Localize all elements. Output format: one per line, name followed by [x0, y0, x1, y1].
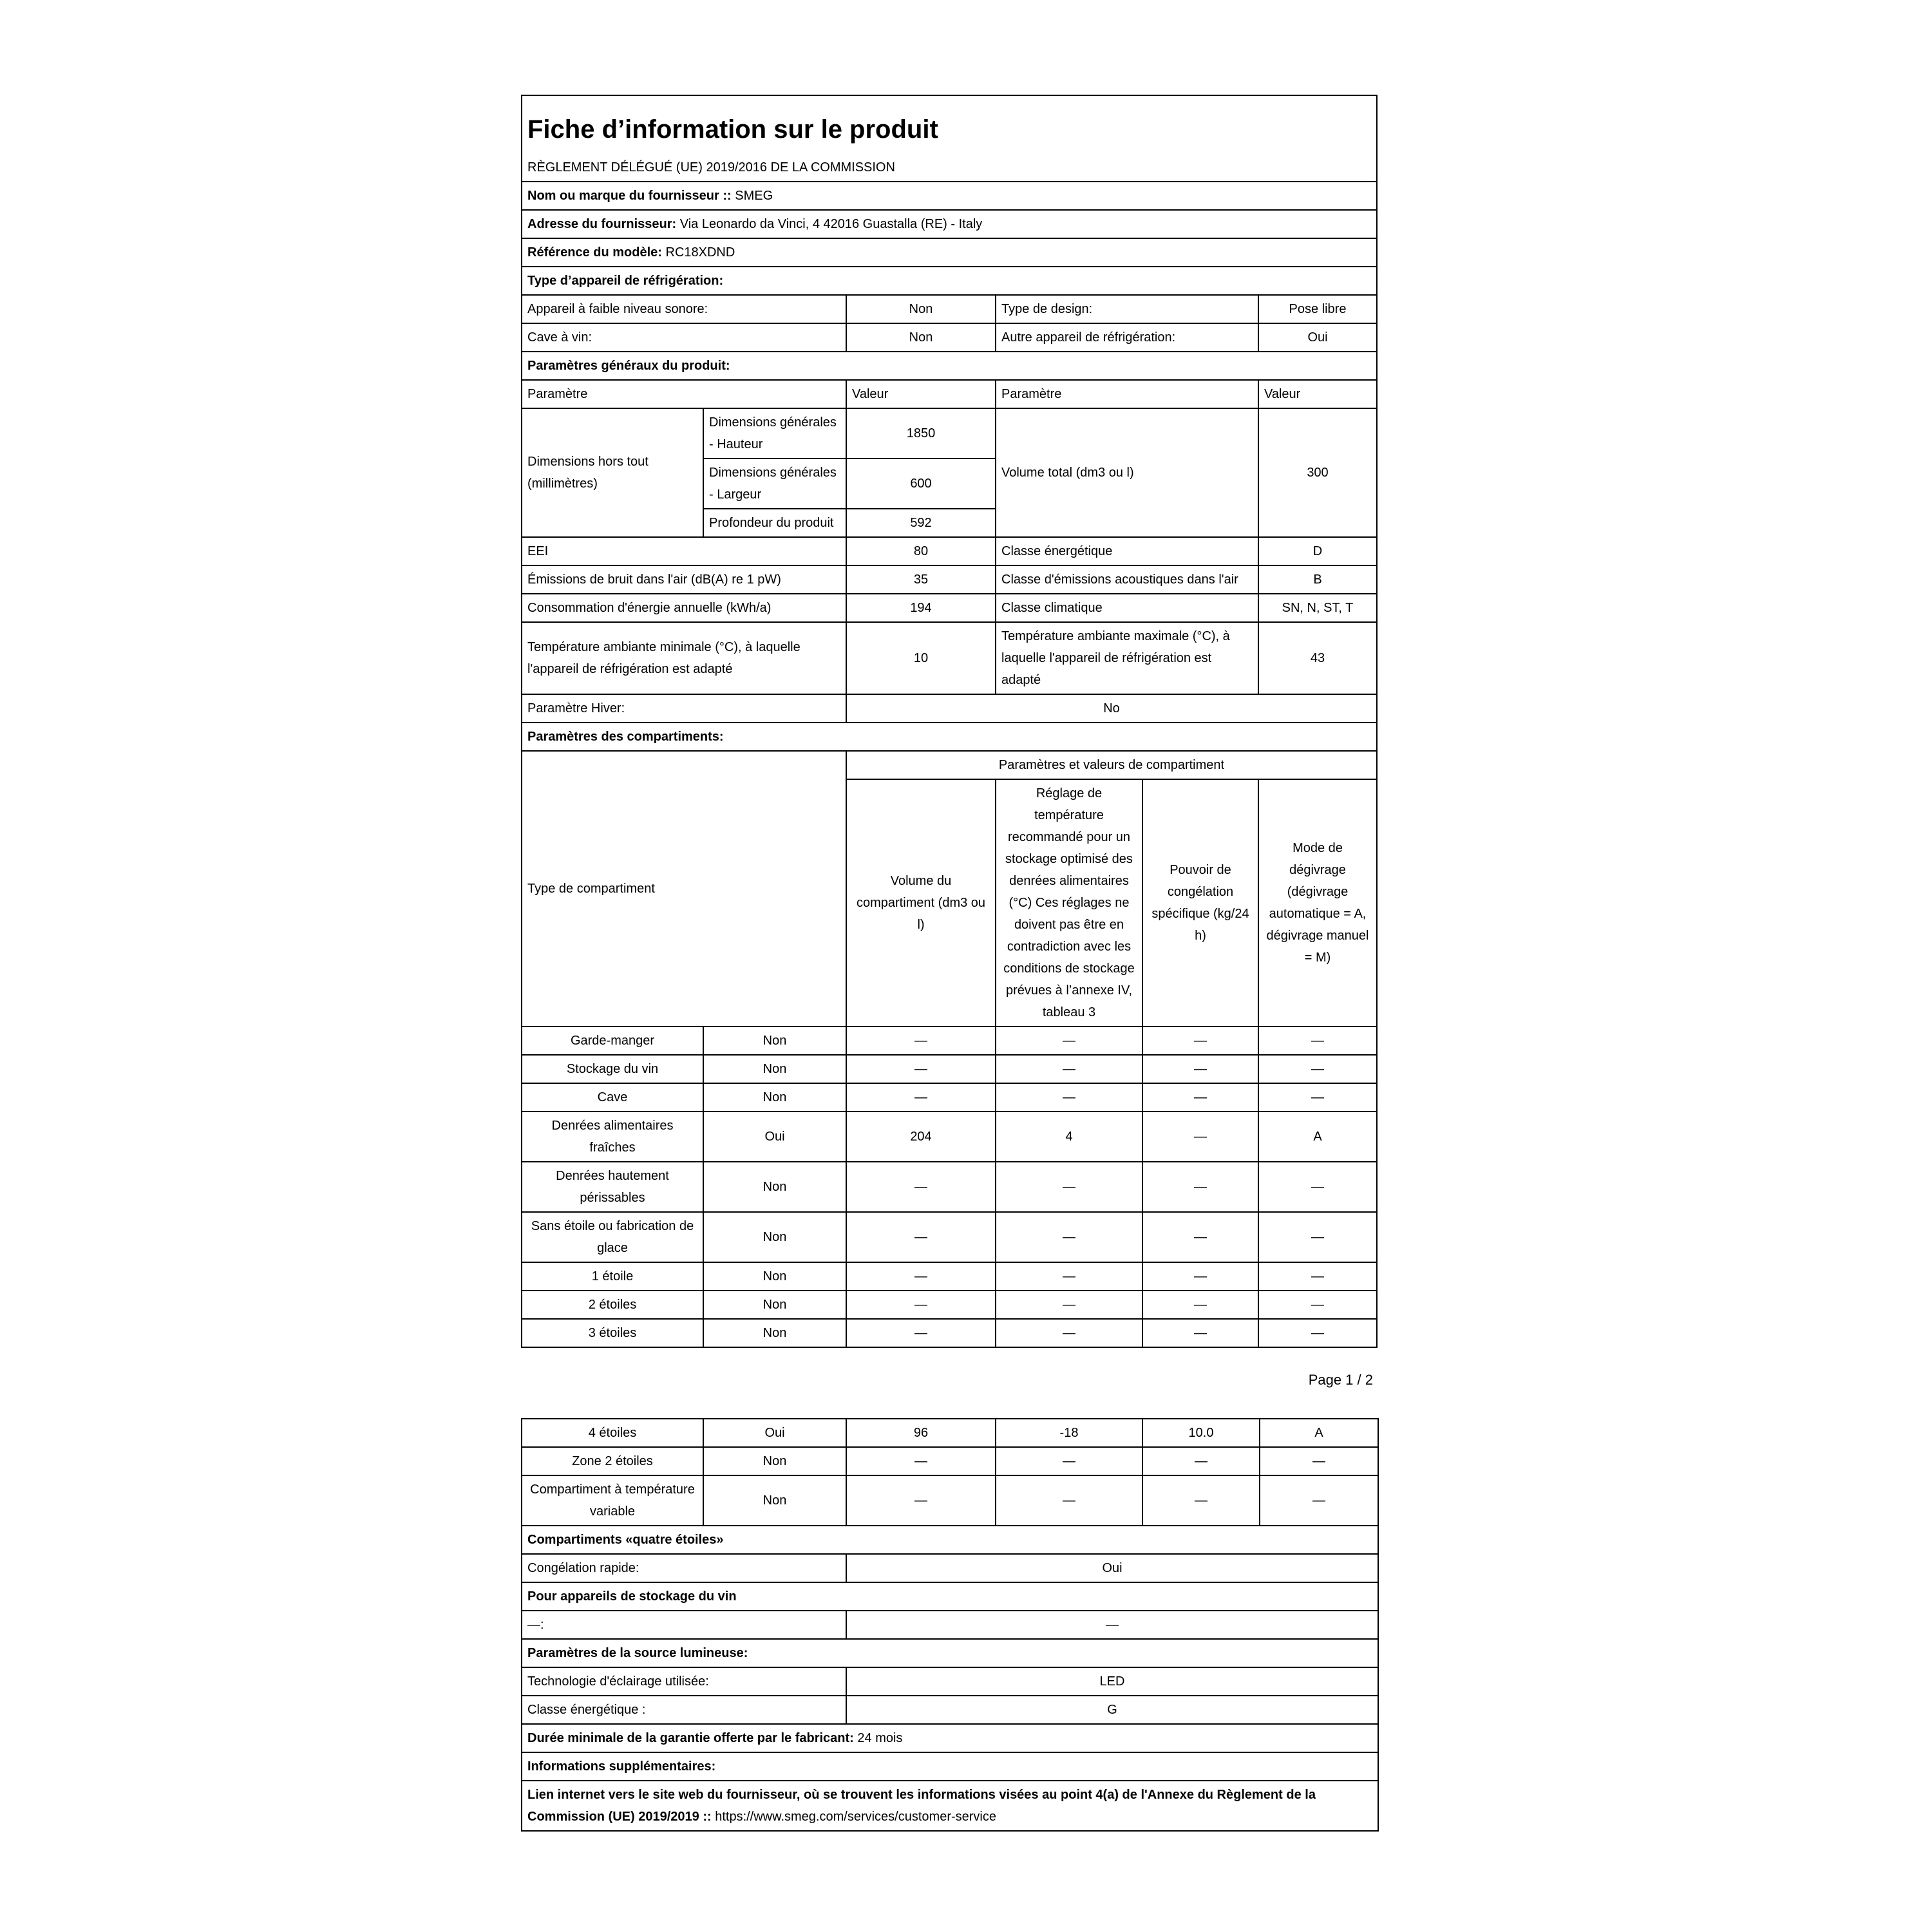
supplier-link-row — [522, 1781, 1378, 1831]
energy-class-value: D — [1258, 537, 1377, 565]
compartment-freezing: — — [1142, 1212, 1258, 1262]
compartment-name: Denrées hautement périssables — [522, 1162, 703, 1212]
compartment-defrost: A — [1258, 1112, 1377, 1162]
page-number: Page 1 / 2 — [1308, 1372, 1373, 1388]
supplier-address-label: Adresse du fournisseur: — [527, 217, 677, 231]
warranty-row — [522, 1724, 1378, 1752]
warranty-value: 24 mois — [853, 1731, 903, 1745]
column-header-value-left: Valeur — [846, 380, 996, 408]
light-energy-class-value: G — [846, 1696, 1378, 1724]
depth-label: Profondeur du produit — [703, 509, 846, 537]
winter-param-value: No — [846, 694, 1377, 723]
compartment-name: 2 étoiles — [522, 1291, 703, 1319]
compartment-name: Compartiment à température variable — [522, 1475, 703, 1526]
compartment-freezing: — — [1142, 1162, 1258, 1212]
general-params-heading: Paramètres généraux du produit: — [522, 352, 1377, 380]
width-value: 600 — [846, 459, 996, 509]
compartment-params-header: Paramètres et valeurs de compartiment — [846, 751, 1377, 779]
compartment-temperature: — — [996, 1083, 1142, 1112]
compartment-rows-page-2 — [522, 1419, 1378, 1526]
design-type-label: Type de design: — [996, 295, 1258, 323]
compartment-freezing: — — [1142, 1319, 1258, 1347]
height-label: Dimensions générales - Hauteur — [703, 408, 846, 459]
light-source-heading: Paramètres de la source lumineuse: — [522, 1639, 1378, 1667]
compartment-volume: — — [846, 1447, 996, 1475]
compartment-present: Oui — [703, 1112, 846, 1162]
total-volume-label: Volume total (dm3 ou l) — [996, 408, 1258, 537]
compartment-present: Non — [703, 1055, 846, 1083]
compartment-present: Non — [703, 1447, 846, 1475]
compartment-defrost: — — [1258, 1162, 1377, 1212]
compartment-present: Oui — [703, 1419, 846, 1447]
design-type-value: Pose libre — [1258, 295, 1377, 323]
low-noise-label: Appareil à faible niveau sonore: — [522, 295, 846, 323]
compartment-volume: — — [846, 1083, 996, 1112]
other-appliance-label: Autre appareil de réfrigération: — [996, 323, 1258, 352]
compartment-present: Non — [703, 1319, 846, 1347]
compartment-name: 3 étoiles — [522, 1319, 703, 1347]
compartment-defrost: — — [1258, 1083, 1377, 1112]
light-energy-class-label: Classe énergétique : — [522, 1696, 846, 1724]
max-temperature-value: 43 — [1258, 622, 1377, 694]
compartment-present: Non — [703, 1475, 846, 1526]
compartment-temperature: 4 — [996, 1112, 1142, 1162]
depth-value: 592 — [846, 509, 996, 537]
page-title: Fiche d’information sur le produit — [522, 95, 1377, 154]
compartment-temperature: — — [996, 1262, 1142, 1291]
supplier-name-value: SMEG — [731, 189, 773, 203]
compartment-volume: — — [846, 1291, 996, 1319]
compartment-freezing: — — [1142, 1055, 1258, 1083]
column-header-param-right: Paramètre — [996, 380, 1258, 408]
winter-param-label: Paramètre Hiver: — [522, 694, 846, 723]
compartment-freezing: — — [1142, 1475, 1260, 1526]
supplier-name-label: Nom ou marque du fournisseur :: — [527, 189, 732, 203]
compartment-defrost: — — [1258, 1262, 1377, 1291]
noise-emission-value: 35 — [846, 565, 996, 594]
compartment-defrost: — — [1258, 1027, 1377, 1055]
energy-consumption-value: 194 — [846, 594, 996, 622]
compartment-temperature-header: Réglage de température recommandé pour un stockage optimisé des denrées alimentaires (°C) Ces réglages ne doivent pas être en contradiction avec les conditions de stockage prévues à l’annexe IV, tableau 3 — [996, 779, 1142, 1027]
column-header-param-left: Paramètre — [522, 380, 846, 408]
compartment-temperature: — — [996, 1212, 1142, 1262]
fast-freeze-label: Congélation rapide: — [522, 1554, 846, 1582]
product-sheet-table-page-2 — [521, 1418, 1379, 1832]
wine-cellar-label: Cave à vin: — [522, 323, 846, 352]
compartment-temperature: — — [996, 1291, 1142, 1319]
compartment-defrost: — — [1260, 1447, 1378, 1475]
compartment-temperature: -18 — [996, 1419, 1142, 1447]
fast-freeze-value: Oui — [846, 1554, 1378, 1582]
wine-storage-heading: Pour appareils de stockage du vin — [522, 1582, 1378, 1611]
supplier-link-label: Lien internet vers le site web du fournisseur, où se trouvent les informations visées au point 4(a) de l'Annexe du Règlement de la Commission (UE) 2019/2019 :: — [527, 1788, 1316, 1824]
column-header-value-right: Valeur — [1258, 380, 1377, 408]
compartment-row — [522, 1447, 1378, 1475]
noise-class-value: B — [1258, 565, 1377, 594]
compartment-name: Garde-manger — [522, 1027, 703, 1055]
compartment-defrost-header: Mode de dégivrage (dégivrage automatique = A, dégivrage manuel = M) — [1258, 779, 1377, 1027]
compartment-volume: 96 — [846, 1419, 996, 1447]
eei-value: 80 — [846, 537, 996, 565]
compartment-defrost: — — [1258, 1291, 1377, 1319]
compartment-defrost: — — [1258, 1212, 1377, 1262]
compartment-defrost: — — [1258, 1055, 1377, 1083]
eei-label: EEI — [522, 537, 846, 565]
supplier-address-row — [522, 210, 1377, 238]
max-temperature-label: Température ambiante maximale (°C), à laquelle l'appareil de réfrigération est adapté — [996, 622, 1258, 694]
compartment-name: Denrées alimentaires fraîches — [522, 1112, 703, 1162]
low-noise-value: Non — [846, 295, 996, 323]
compartment-volume: — — [846, 1162, 996, 1212]
model-reference-label: Référence du modèle: — [527, 245, 662, 260]
compartment-defrost: — — [1258, 1319, 1377, 1347]
compartment-freezing: 10.0 — [1142, 1419, 1260, 1447]
compartment-name: 1 étoile — [522, 1262, 703, 1291]
compartment-name: Cave — [522, 1083, 703, 1112]
wine-storage-value: — — [846, 1611, 1378, 1639]
min-temperature-label: Température ambiante minimale (°C), à laquelle l'appareil de réfrigération est adapté — [522, 622, 846, 694]
compartment-temperature: — — [996, 1475, 1142, 1526]
compartment-name: 4 étoiles — [522, 1419, 703, 1447]
model-reference-row — [522, 238, 1377, 267]
appliance-type-heading: Type d’appareil de réfrigération: — [522, 267, 1377, 295]
compartment-volume: 204 — [846, 1112, 996, 1162]
compartment-name: Stockage du vin — [522, 1055, 703, 1083]
compartment-temperature: — — [996, 1027, 1142, 1055]
compartment-present: Non — [703, 1027, 846, 1055]
noise-emission-label: Émissions de bruit dans l'air (dB(A) re 1 pW) — [522, 565, 846, 594]
wine-storage-label: —: — [522, 1611, 846, 1639]
compartment-freezing-header: Pouvoir de congélation spécifique (kg/24 h) — [1142, 779, 1258, 1027]
compartment-present: Non — [703, 1291, 846, 1319]
wine-cellar-value: Non — [846, 323, 996, 352]
compartment-name: Zone 2 étoiles — [522, 1447, 703, 1475]
compartment-row — [522, 1112, 1377, 1162]
compartment-freezing: — — [1142, 1112, 1258, 1162]
compartment-temperature: — — [996, 1447, 1142, 1475]
compartment-present: Non — [703, 1162, 846, 1212]
compartment-volume: — — [846, 1319, 996, 1347]
climate-class-label: Classe climatique — [996, 594, 1258, 622]
product-sheet-table-page-1 — [521, 95, 1378, 1348]
compartment-row — [522, 1083, 1377, 1112]
height-value: 1850 — [846, 408, 996, 459]
extra-info-heading: Informations supplémentaires: — [522, 1752, 1378, 1781]
lighting-technology-label: Technologie d'éclairage utilisée: — [522, 1667, 846, 1696]
energy-consumption-label: Consommation d'énergie annuelle (kWh/a) — [522, 594, 846, 622]
four-star-heading: Compartiments «quatre étoiles» — [522, 1526, 1378, 1554]
compartment-freezing: — — [1142, 1262, 1258, 1291]
compartment-volume: — — [846, 1055, 996, 1083]
climate-class-value: SN, N, ST, T — [1258, 594, 1377, 622]
compartment-volume-header: Volume du compartiment (dm3 ou l) — [846, 779, 996, 1027]
compartment-row — [522, 1055, 1377, 1083]
compartment-present: Non — [703, 1262, 846, 1291]
compartment-temperature: — — [996, 1319, 1142, 1347]
compartment-present: Non — [703, 1083, 846, 1112]
width-label: Dimensions générales - Largeur — [703, 459, 846, 509]
compartments-heading: Paramètres des compartiments: — [522, 723, 1377, 751]
compartment-temperature: — — [996, 1162, 1142, 1212]
compartment-freezing: — — [1142, 1291, 1258, 1319]
lighting-technology-value: LED — [846, 1667, 1378, 1696]
compartment-freezing: — — [1142, 1447, 1260, 1475]
compartment-row — [522, 1419, 1378, 1447]
other-appliance-value: Oui — [1258, 323, 1377, 352]
compartment-temperature: — — [996, 1055, 1142, 1083]
compartment-defrost: A — [1260, 1419, 1378, 1447]
dimensions-label: Dimensions hors tout (millimètres) — [522, 408, 703, 537]
compartment-row — [522, 1319, 1377, 1347]
compartment-defrost: — — [1260, 1475, 1378, 1526]
warranty-label: Durée minimale de la garantie offerte par le fabricant: — [527, 1731, 854, 1745]
noise-class-label: Classe d'émissions acoustiques dans l'air — [996, 565, 1258, 594]
compartment-volume: — — [846, 1027, 996, 1055]
compartment-rows-page-1 — [522, 1027, 1377, 1347]
compartment-volume: — — [846, 1262, 996, 1291]
supplier-name-row — [522, 182, 1377, 210]
compartment-row — [522, 1162, 1377, 1212]
compartment-volume: — — [846, 1212, 996, 1262]
total-volume-value: 300 — [1258, 408, 1377, 537]
compartment-name: Sans étoile ou fabrication de glace — [522, 1212, 703, 1262]
min-temperature-value: 10 — [846, 622, 996, 694]
compartment-present: Non — [703, 1212, 846, 1262]
energy-class-label: Classe énergétique — [996, 537, 1258, 565]
compartment-volume: — — [846, 1475, 996, 1526]
compartment-row — [522, 1212, 1377, 1262]
compartment-row — [522, 1027, 1377, 1055]
supplier-address-value: Via Leonardo da Vinci, 4 42016 Guastalla (RE) - Italy — [676, 217, 983, 231]
regulation-text: RÈGLEMENT DÉLÉGUÉ (UE) 2019/2016 DE LA COMMISSION — [522, 154, 1377, 182]
compartment-row — [522, 1291, 1377, 1319]
model-reference-value: RC18XDND — [661, 245, 735, 260]
compartment-row — [522, 1262, 1377, 1291]
compartment-row — [522, 1475, 1378, 1526]
compartment-freezing: — — [1142, 1027, 1258, 1055]
compartment-type-header: Type de compartiment — [522, 751, 846, 1027]
supplier-link-url[interactable]: https://www.smeg.com/services/customer-service — [711, 1810, 996, 1824]
compartment-freezing: — — [1142, 1083, 1258, 1112]
